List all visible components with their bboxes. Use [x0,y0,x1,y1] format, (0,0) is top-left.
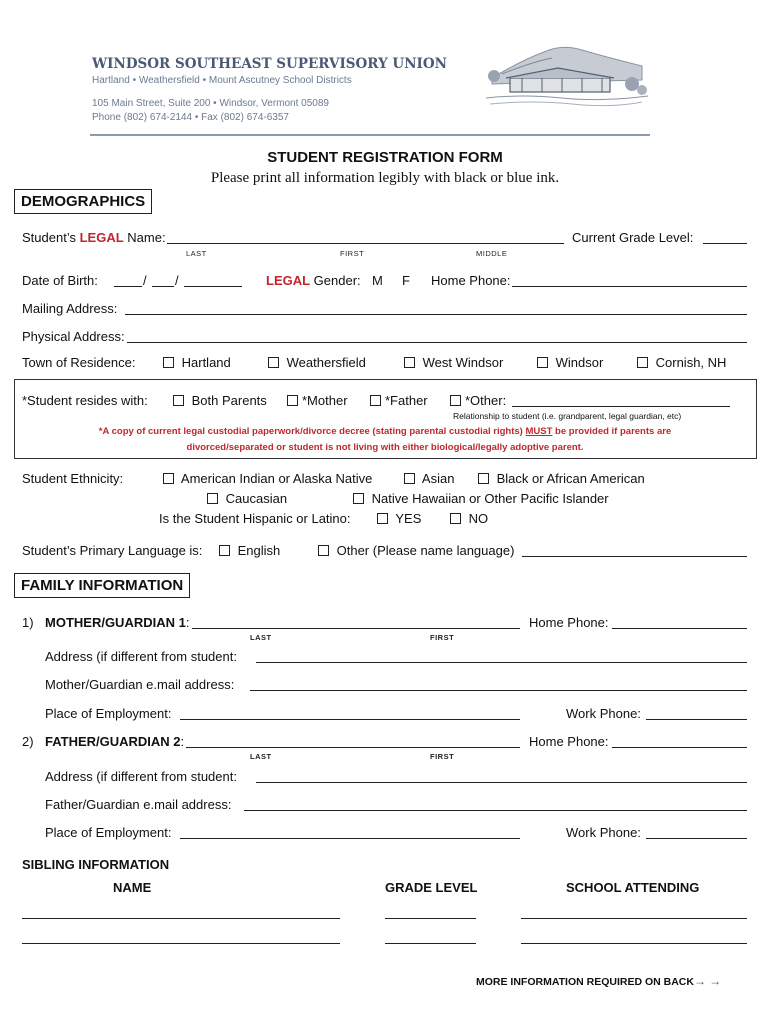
covered-bridge-logo-icon [482,40,652,112]
checkbox-icon [370,395,381,406]
label-last: LAST [186,249,207,258]
resides-other-field[interactable] [512,406,730,407]
sibling-col-grade: GRADE LEVEL [385,880,478,895]
dob-slash-1: / [143,273,147,288]
checkbox-icon [450,513,461,524]
guardian2-home-phone-label: Home Phone: [529,734,609,749]
town-cornish-option[interactable]: Cornish, NH [637,355,726,370]
language-label: Student’s Primary Language is: [22,543,203,558]
guardian1-work-phone-label: Work Phone: [566,706,641,721]
dob-label: Date of Birth: [22,273,98,288]
hispanic-no-option[interactable]: NO [450,511,488,526]
guardian1-work-phone-field[interactable] [646,719,747,720]
guardian2-name-field[interactable] [186,747,520,748]
sibling-col-school: SCHOOL ATTENDING [566,880,700,895]
checkbox-icon [637,357,648,368]
guardian1-home-phone-field[interactable] [612,628,747,629]
label-middle: MIDDLE [476,249,508,258]
org-districts: Hartland • Weathersfield • Mount Ascutney School Districts [92,75,352,86]
custody-notice-line2: divorced/separated or student is not living with either biological/legally adoptive parent. [186,442,584,453]
org-address: 105 Main Street, Suite 200 • Windsor, Vermont 05089 [92,98,329,109]
ethnicity-black-option[interactable]: Black or African American [478,471,645,486]
checkbox-icon [318,545,329,556]
checkbox-icon [163,357,174,368]
guardian2-number: 2) [22,734,34,749]
dob-slash-2: / [175,273,179,288]
home-phone-label: Home Phone: [431,273,511,288]
guardian2-home-phone-field[interactable] [612,747,747,748]
guardian1-name-field[interactable] [192,628,520,629]
guardian2-first-label: FIRST [430,752,455,761]
sibling-heading: SIBLING INFORMATION [22,857,170,872]
sibling-col-name: NAME [113,880,152,895]
guardian1-label: MOTHER/GUARDIAN 1: [45,615,190,630]
dob-day-field[interactable] [152,286,174,287]
org-phone-fax: Phone (802) 674-2144 • Fax (802) 674-6357 [92,112,289,123]
guardian1-home-phone-label: Home Phone: [529,615,609,630]
town-hartland-option[interactable]: Hartland [163,355,231,370]
guardian2-employment-label: Place of Employment: [45,825,172,840]
checkbox-icon [268,357,279,368]
form-title: STUDENT REGISTRATION FORM [267,149,503,166]
org-name: WINDSOR SOUTHEAST SUPERVISORY UNION [92,56,447,72]
ethnicity-native-option[interactable]: American Indian or Alaska Native [163,471,372,486]
mailing-address-field[interactable] [125,314,747,315]
ethnicity-caucasian-option[interactable]: Caucasian [207,491,287,506]
physical-address-field[interactable] [127,342,747,343]
checkbox-icon [537,357,548,368]
checkbox-icon [450,395,461,406]
sibling2-name-field[interactable] [22,943,340,944]
resides-other-option[interactable]: *Other: [450,393,506,408]
ethnicity-pacific-option[interactable]: Native Hawaiian or Other Pacific Islander [353,491,609,506]
guardian1-last-label: LAST [250,633,272,642]
label-first: FIRST [340,249,365,258]
ethnicity-label: Student Ethnicity: [22,471,124,486]
dob-year-field[interactable] [184,286,242,287]
town-label: Town of Residence: [22,355,136,370]
guardian1-email-field[interactable] [250,690,747,691]
student-name-field[interactable] [167,243,564,244]
checkbox-icon [377,513,388,524]
language-other-field[interactable] [522,556,747,557]
hispanic-yes-option[interactable]: YES [377,511,421,526]
checkbox-icon [478,473,489,484]
mailing-address-label: Mailing Address: [22,301,118,316]
sibling2-school-field[interactable] [521,943,747,944]
physical-address-label: Physical Address: [22,329,125,344]
more-info-note: MORE INFORMATION REQUIRED ON BACK→ → [476,974,722,988]
checkbox-icon [404,473,415,484]
guardian1-address-field[interactable] [256,662,747,663]
gender-m-option[interactable]: M [372,273,383,288]
guardian2-label: FATHER/GUARDIAN 2: [45,734,185,749]
checkbox-icon [207,493,218,504]
gender-label: LEGAL Gender: [266,273,361,288]
resides-mother-option[interactable]: *Mother [287,393,348,408]
checkbox-icon [173,395,184,406]
language-english-option[interactable]: English [219,543,280,558]
resides-father-option[interactable]: *Father [370,393,428,408]
dob-month-field[interactable] [114,286,142,287]
family-heading: FAMILY INFORMATION [14,573,190,598]
checkbox-icon [163,473,174,484]
guardian1-number: 1) [22,615,34,630]
right-arrow-icon: → → [693,974,722,988]
home-phone-field[interactable] [512,286,747,287]
relationship-note: Relationship to student (i.e. grandparent, legal guardian, etc) [453,411,682,421]
grade-level-field[interactable] [703,243,747,244]
demographics-heading: DEMOGRAPHICS [14,189,152,214]
guardian1-email-label: Mother/Guardian e.mail address: [45,677,235,692]
guardian2-last-label: LAST [250,752,272,761]
sibling1-grade-field[interactable] [385,918,476,919]
sibling1-name-field[interactable] [22,918,340,919]
grade-level-label: Current Grade Level: [572,230,694,245]
guardian2-email-field[interactable] [244,810,747,811]
custody-notice-line1: *A copy of current legal custodial paperwork/divorce decree (stating parental custodial rights) MUST be provided if parents are [98,426,672,437]
resides-label: *Student resides with: [22,393,148,408]
language-other-option[interactable]: Other (Please name language) [318,543,514,558]
town-west-windsor-option[interactable]: West Windsor [404,355,503,370]
sibling1-school-field[interactable] [521,918,747,919]
guardian2-employment-field[interactable] [180,838,520,839]
checkbox-icon [404,357,415,368]
resides-both-parents-option[interactable]: Both Parents [173,393,267,408]
checkbox-icon [219,545,230,556]
guardian1-address-label: Address (if different from student: [45,649,237,664]
town-windsor-option[interactable]: Windsor [537,355,603,370]
guardian1-employment-label: Place of Employment: [45,706,172,721]
checkbox-icon [353,493,364,504]
ethnicity-asian-option[interactable]: Asian [404,471,454,486]
checkbox-icon [287,395,298,406]
guardian1-employment-field[interactable] [180,719,520,720]
header-divider [90,134,650,136]
gender-f-option[interactable]: F [402,273,410,288]
guardian2-work-phone-field[interactable] [646,838,747,839]
sibling2-grade-field[interactable] [385,943,476,944]
guardian2-address-field[interactable] [256,782,747,783]
form-instructions: Please print all information legibly with black or blue ink. [210,170,560,186]
guardian2-email-label: Father/Guardian e.mail address: [45,797,232,812]
guardian1-first-label: FIRST [430,633,455,642]
guardian2-address-label: Address (if different from student: [45,769,237,784]
hispanic-question: Is the Student Hispanic or Latino: [159,511,351,526]
guardian2-work-phone-label: Work Phone: [566,825,641,840]
town-weathersfield-option[interactable]: Weathersfield [268,355,366,370]
student-name-label: Student’s LEGAL Name: [22,230,166,245]
